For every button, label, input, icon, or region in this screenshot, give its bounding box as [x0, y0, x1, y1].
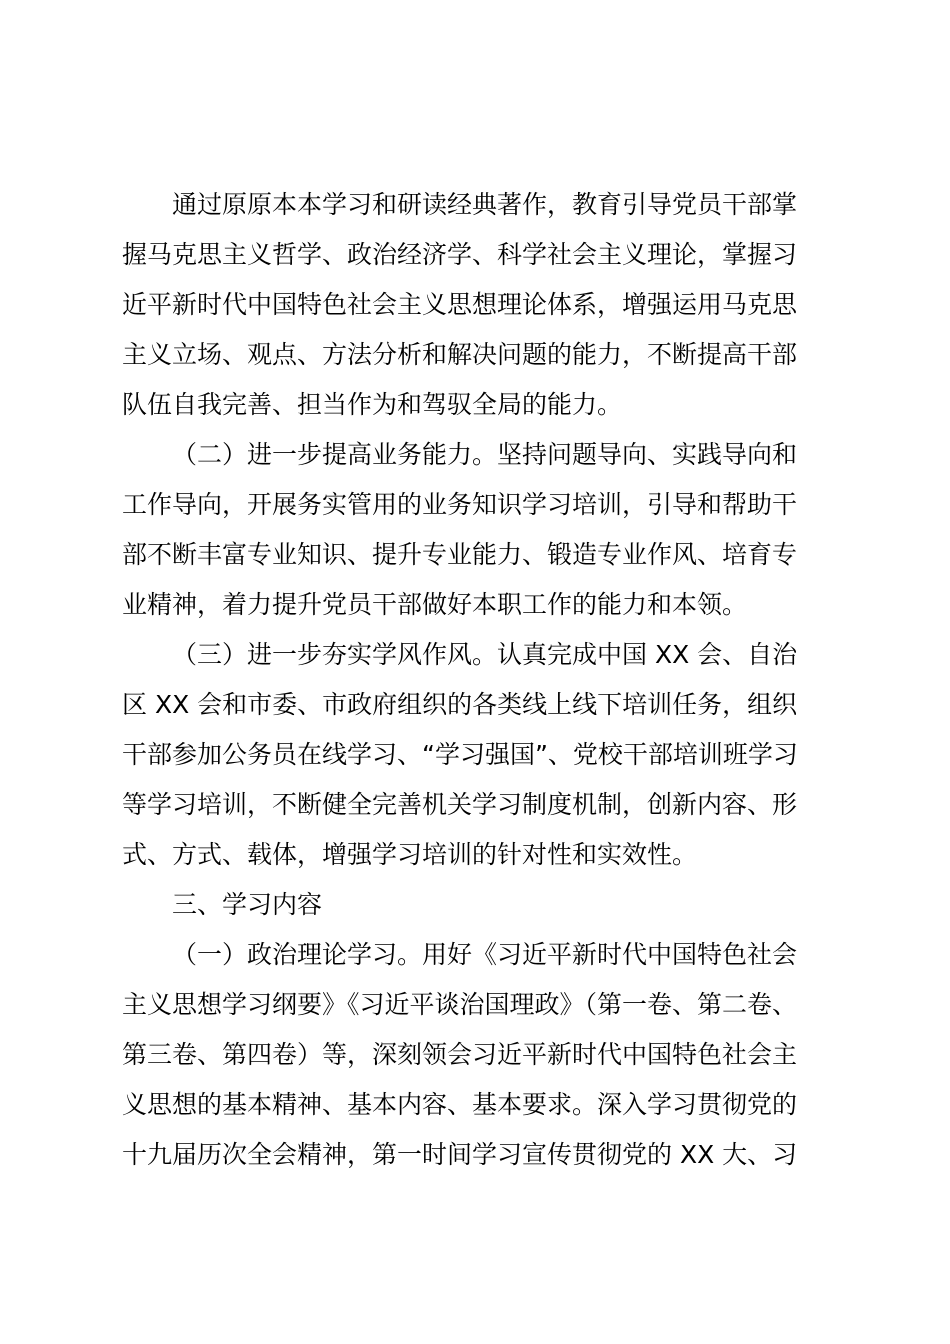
paragraph-4-line-5: 十九届历次全会精神，第一时间学习宣传贯彻党的 XX 大、习	[122, 1140, 798, 1169]
paragraph-3-line-3: 干部参加公务员在线学习、“学习强国”、党校干部培训班学习	[122, 740, 798, 769]
paragraph-4-line-3: 第三卷、第四卷）等，深刻领会习近平新时代中国特色社会主	[122, 1040, 798, 1069]
paragraph-1-line-3: 近平新时代中国特色社会主义思想理论体系，增强运用马克思	[122, 290, 798, 319]
section-heading: 三、学习内容	[172, 890, 323, 919]
paragraph-4-line-4: 义思想的基本精神、基本内容、基本要求。深入学习贯彻党的	[122, 1090, 798, 1119]
paragraph-3-line-1: （三）进一步夯实学风作风。认真完成中国 XX 会、自治	[172, 640, 798, 669]
paragraph-1-line-4: 主义立场、观点、方法分析和解决问题的能力，不断提高干部	[122, 340, 798, 369]
paragraph-1-line-2: 握马克思主义哲学、政治经济学、科学社会主义理论，掌握习	[122, 240, 798, 269]
paragraph-4-line-2: 主义思想学习纲要》《习近平谈治国理政》（第一卷、第二卷、	[122, 990, 798, 1019]
paragraph-1-line-1: 通过原原本本学习和研读经典著作，教育引导党员干部掌	[172, 190, 798, 219]
paragraph-2-line-3: 部不断丰富专业知识、提升专业能力、锻造专业作风、培育专	[122, 540, 798, 569]
paragraph-4-line-1: （一）政治理论学习。用好《习近平新时代中国特色社会	[172, 940, 798, 969]
paragraph-3-line-5: 式、方式、载体，增强学习培训的针对性和实效性。	[122, 840, 698, 869]
paragraph-1-line-5: 队伍自我完善、担当作为和驾驭全局的能力。	[122, 390, 623, 419]
paragraph-3-line-2: 区 XX 会和市委、市政府组织的各类线上线下培训任务，组织	[122, 690, 798, 719]
paragraph-3-line-4: 等学习培训，不断健全完善机关学习制度机制，创新内容、形	[122, 790, 798, 819]
paragraph-2-line-2: 工作导向，开展务实管用的业务知识学习培训，引导和帮助干	[122, 490, 798, 519]
paragraph-2-line-1: （二）进一步提高业务能力。坚持问题导向、实践导向和	[172, 440, 798, 469]
paragraph-2-line-4: 业精神，着力提升党员干部做好本职工作的能力和本领。	[122, 590, 748, 619]
